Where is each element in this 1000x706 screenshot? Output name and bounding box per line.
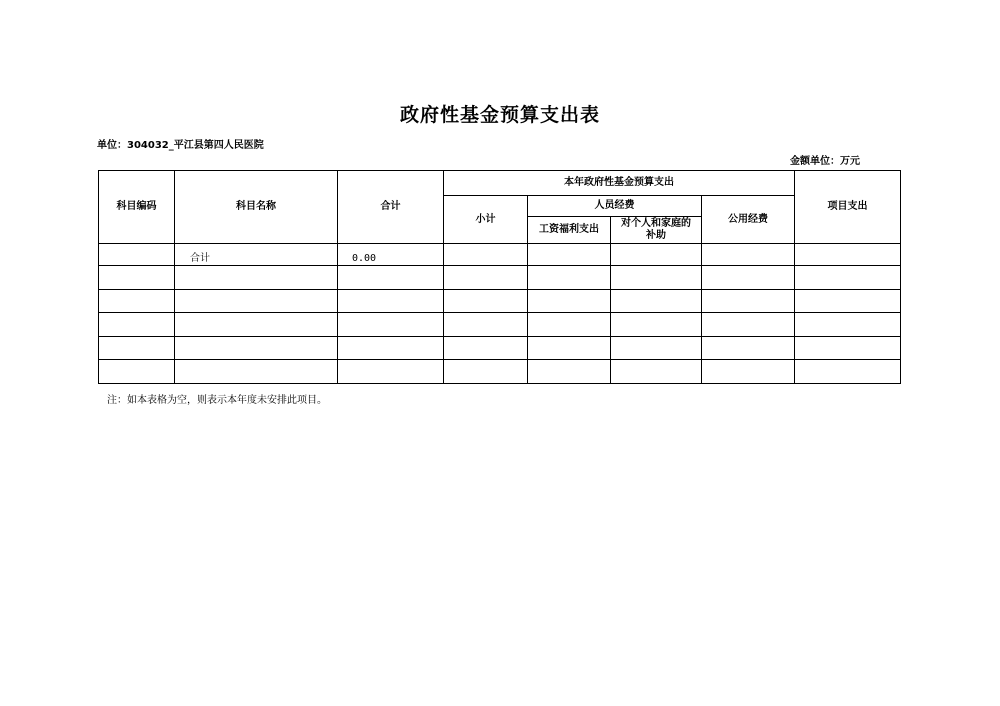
cell-public xyxy=(702,336,795,360)
cell-code xyxy=(99,336,175,360)
header-personnel: 人员经费 xyxy=(528,196,702,217)
cell-subtotal xyxy=(444,313,528,337)
header-subsidy xyxy=(611,217,702,244)
table-row xyxy=(99,313,901,337)
cell-name: 合计 xyxy=(175,244,338,266)
footnote: 注：如本表格为空，则表示本年度未安排此项目。 xyxy=(107,395,327,406)
header-subsidy-text: 对个人和家庭的补助 xyxy=(621,218,691,241)
cell-subtotal xyxy=(444,244,528,266)
cell-code xyxy=(99,313,175,337)
cell-name xyxy=(175,289,338,313)
header-project: 项目支出 xyxy=(795,171,901,244)
cell-salary xyxy=(528,244,611,266)
cell-total xyxy=(338,289,444,313)
header-code: 科目编码 xyxy=(99,171,175,244)
cell-project xyxy=(795,266,901,290)
header-name: 科目名称 xyxy=(175,171,338,244)
table-row xyxy=(99,266,901,290)
cell-public xyxy=(702,266,795,290)
cell-total: 0.00 xyxy=(338,244,444,266)
cell-public xyxy=(702,244,795,266)
cell-salary xyxy=(528,313,611,337)
cell-code xyxy=(99,360,175,384)
cell-subtotal xyxy=(444,266,528,290)
page-title: 政府性基金预算支出表 xyxy=(399,104,600,126)
cell-salary xyxy=(528,289,611,313)
cell-salary xyxy=(528,336,611,360)
header-salary: 工资福利支出 xyxy=(528,217,611,244)
cell-subtotal xyxy=(444,289,528,313)
header-current-year: 本年政府性基金预算支出 xyxy=(444,171,795,196)
budget-table xyxy=(98,170,901,384)
cell-code xyxy=(99,266,175,290)
cell-name xyxy=(175,336,338,360)
cell-total xyxy=(338,266,444,290)
cell-project xyxy=(795,313,901,337)
cell-subsidy xyxy=(611,289,702,313)
table-row xyxy=(99,289,901,313)
header-public: 公用经费 xyxy=(702,196,795,244)
cell-name xyxy=(175,313,338,337)
cell-salary xyxy=(528,360,611,384)
cell-salary xyxy=(528,266,611,290)
cell-total xyxy=(338,313,444,337)
cell-subsidy xyxy=(611,360,702,384)
cell-subsidy xyxy=(611,313,702,337)
cell-project xyxy=(795,289,901,313)
cell-total xyxy=(338,336,444,360)
cell-subsidy xyxy=(611,244,702,266)
cell-subtotal xyxy=(444,336,528,360)
cell-subsidy xyxy=(611,266,702,290)
cell-project xyxy=(795,244,901,266)
table-row xyxy=(99,336,901,360)
header-subtotal: 小计 xyxy=(444,196,528,244)
cell-name xyxy=(175,360,338,384)
cell-code xyxy=(99,244,175,266)
cell-public xyxy=(702,313,795,337)
cell-public xyxy=(702,289,795,313)
cell-project xyxy=(795,336,901,360)
amount-unit-label: 金额单位：万元 xyxy=(790,156,860,167)
cell-code xyxy=(99,289,175,313)
cell-subsidy xyxy=(611,336,702,360)
header-total: 合计 xyxy=(338,171,444,244)
table-row xyxy=(99,244,901,266)
table-row xyxy=(99,360,901,384)
cell-total xyxy=(338,360,444,384)
table-body xyxy=(99,244,901,384)
cell-subtotal xyxy=(444,360,528,384)
cell-project xyxy=(795,360,901,384)
cell-name xyxy=(175,266,338,290)
cell-public xyxy=(702,360,795,384)
unit-org-label: 单位：304032_平江县第四人民医院 xyxy=(97,140,264,151)
